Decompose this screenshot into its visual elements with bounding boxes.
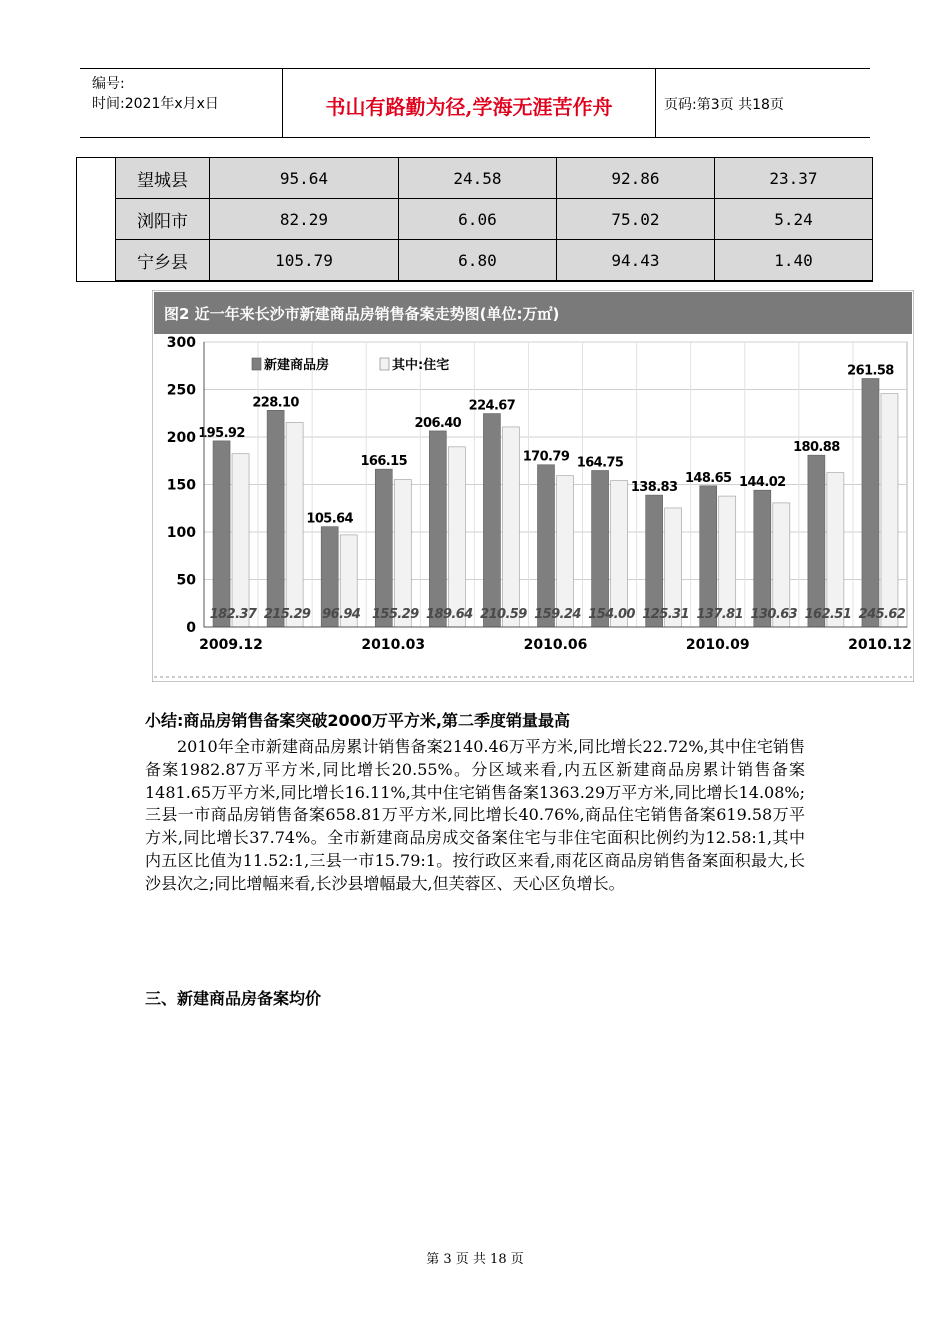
data-label-residential: 155.29 (371, 607, 419, 622)
table-cell: 95.64 (210, 158, 399, 199)
page-info: 页码:第3页 共18页 (664, 97, 784, 113)
sales-table (76, 157, 873, 282)
motto: 书山有路勤为径,学海无涯苦作舟 (325, 95, 613, 119)
data-label-new-housing: 195.92 (198, 425, 245, 441)
data-label-new-housing: 138.83 (630, 480, 678, 496)
page-footer: 第 3 页 共 18 页 (426, 1252, 524, 1267)
bar-new-housing (267, 410, 284, 627)
bar-residential (557, 476, 574, 627)
data-label-new-housing: 164.75 (576, 455, 624, 471)
data-label-new-housing: 206.40 (414, 415, 462, 431)
summary-heading: 小结:商品房销售备案突破2000万平方米,第二季度销量最高 (145, 711, 571, 730)
data-label-new-housing: 170.79 (522, 449, 570, 465)
bar-new-housing (429, 431, 446, 627)
table-cell: 75.02 (556, 199, 714, 240)
bar-new-housing (538, 465, 555, 627)
summary-paragraph: 2010年全市新建商品房累计销售备案2140.46万平方米,同比增长22.72%,其中住宅销售备案1982.87万平方米,同比增长20.55%。分区域来看,内五区新建商品房累计销售备案1481.65万平方米,同比增长16.11%,其中住宅销售备案1363.29万平方米,同比增长14.08%;三县一市商品房销售备案658.81万平方米,同比增长40.76%,商品住宅销售备案619.58万平方米,同比增长37.74%。全市新建商品房成交备案住宅与非住宅面积比例约为12.58:1,其中内五区比值为11.52:1,三县一市15.79:1。按行政区来看,雨花区商品房销售备案面积最大,长沙县次之;同比增幅来看,长沙县增幅最大,但芙蓉区、天心区负增长。 (145, 737, 805, 893)
chart-title: 图2 近一年来长沙市新建商品房销售备案走势图(单位:万㎡) (164, 305, 560, 323)
header-motto-cell (282, 69, 656, 137)
data-label-new-housing: 228.10 (252, 395, 299, 411)
bar-new-housing (862, 378, 879, 627)
legend-swatch-residential (380, 358, 389, 370)
chart-svg (152, 290, 914, 682)
bar-residential (611, 481, 628, 627)
section-title: 三、新建商品房备案均价 (145, 989, 322, 1008)
data-label-residential: 189.64 (426, 607, 473, 622)
y-tick-label: 150 (166, 477, 196, 494)
table-cell: 1.40 (714, 240, 872, 282)
bar-new-housing (592, 470, 609, 627)
data-label-residential: 182.37 (209, 607, 257, 622)
bar-new-housing (808, 455, 825, 627)
data-label-residential: 215.29 (263, 607, 311, 622)
data-label-residential: 245.62 (858, 607, 906, 622)
data-label-residential: 210.59 (480, 607, 527, 622)
table-cell: 24.58 (398, 158, 556, 199)
table-row (77, 158, 873, 199)
bar-residential (448, 447, 465, 627)
data-label-new-housing: 144.02 (739, 475, 786, 491)
data-label-residential: 130.63 (750, 607, 798, 622)
data-label-new-housing: 224.67 (468, 398, 516, 414)
legend-label-new-housing: 新建商品房 (264, 358, 330, 373)
table-row (77, 240, 873, 282)
header-info-cell (80, 69, 282, 137)
table-cell: 92.86 (556, 158, 714, 199)
data-label-new-housing: 180.88 (793, 440, 840, 456)
y-tick-label: 0 (186, 620, 196, 636)
table-row (77, 199, 873, 240)
data-label-new-housing: 105.64 (306, 511, 353, 527)
table-cell: 23.37 (714, 158, 872, 199)
data-label-residential: 154.00 (588, 607, 635, 622)
table-cell: 6.80 (398, 240, 556, 282)
legend-label-residential: 其中:住宅 (392, 358, 450, 373)
data-label-residential: 125.31 (642, 607, 689, 622)
bar-residential (502, 427, 519, 627)
data-label-residential: 96.94 (322, 607, 361, 622)
table-cell: 94.43 (556, 240, 714, 282)
table-cell: 6.06 (398, 199, 556, 240)
x-tick-label: 2010.06 (523, 637, 588, 653)
x-tick-label: 2010.09 (685, 637, 750, 653)
time-label: 时间:2021年x月x日 (92, 96, 219, 112)
header-page-cell (656, 69, 870, 137)
table-cell: 105.79 (210, 240, 399, 282)
table-cell: 82.29 (210, 199, 399, 240)
bar-new-housing (213, 441, 230, 627)
bar-residential (827, 473, 844, 627)
table-group-cell (77, 158, 116, 282)
bar-new-housing (700, 486, 717, 627)
data-label-residential: 162.51 (804, 607, 852, 622)
table-cell-name: 浏阳市 (116, 199, 210, 240)
y-tick-label: 300 (166, 335, 196, 351)
x-tick-label: 2010.12 (848, 637, 912, 653)
bar-new-housing (375, 469, 392, 627)
page-header (80, 68, 870, 138)
table-cell-name: 望城县 (116, 158, 210, 199)
data-label-new-housing: 166.15 (360, 454, 408, 470)
y-tick-label: 200 (166, 430, 196, 446)
bar-residential (881, 394, 898, 627)
number-label: 编号: (92, 76, 125, 92)
data-label-residential: 159.24 (534, 607, 581, 622)
data-label-residential: 137.81 (696, 607, 744, 622)
x-tick-label: 2010.03 (361, 637, 426, 653)
bar-new-housing (483, 414, 500, 627)
table-cell: 5.24 (714, 199, 872, 240)
x-tick-label: 2009.12 (199, 637, 263, 653)
bar-residential (232, 454, 249, 627)
data-label-new-housing: 148.65 (684, 470, 732, 486)
y-tick-label: 250 (166, 382, 196, 399)
y-tick-label: 100 (166, 525, 196, 541)
bar-residential (394, 479, 411, 627)
table-cell-name: 宁乡县 (116, 240, 210, 282)
data-label-new-housing: 261.58 (847, 363, 894, 379)
y-tick-label: 50 (176, 572, 196, 589)
sales-trend-chart (152, 290, 914, 682)
legend-swatch-new-housing (252, 358, 261, 370)
bar-residential (286, 422, 303, 627)
